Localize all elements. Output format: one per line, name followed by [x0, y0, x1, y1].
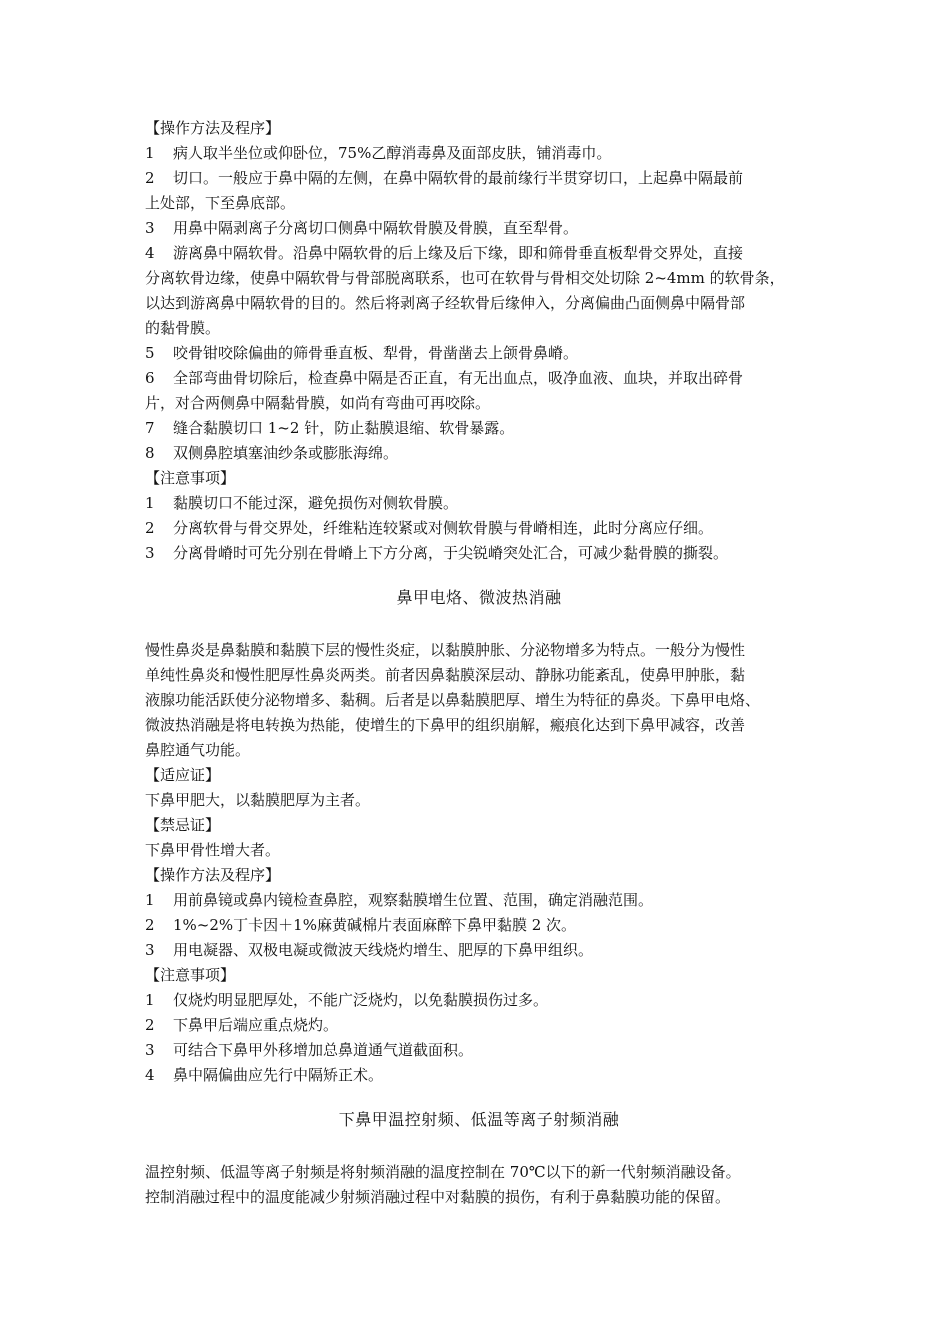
paragraph-line: 控制消融过程中的温度能减少射频消融过程中对黏膜的损伤，有利于鼻黏膜功能的保留。: [145, 1188, 731, 1206]
item-text: 鼻中隔偏曲应先行中隔矫正术。: [173, 1066, 384, 1084]
list-item: [145, 441, 813, 466]
list-item: [145, 416, 813, 441]
item-text: 分离骨嵴时可先分别在骨嵴上下方分离，于尖锐嵴突处汇合，可减少黏骨膜的撕裂。: [173, 544, 729, 562]
paragraph-line: 慢性鼻炎是鼻黏膜和黏膜下层的慢性炎症，以黏膜肿胀、分泌物增多为特点。一般分为慢性: [145, 641, 746, 659]
item-number: 3: [145, 941, 155, 959]
list-item: [145, 166, 813, 216]
list-item: [145, 141, 813, 166]
list-item: [145, 241, 813, 341]
item-text: 切口。一般应于鼻中隔的左侧，在鼻中隔软骨的最前缘行半贯穿切口，上起鼻中隔最前: [173, 169, 744, 187]
item-text: 以达到游离鼻中隔软骨的目的。然后将剥离子经软骨后缘伸入，分离偏曲凸面侧鼻中隔骨部: [145, 294, 746, 312]
item-number: 3: [145, 1041, 155, 1059]
intro-paragraph: [145, 638, 813, 763]
item-text: 咬骨钳咬除偏曲的筛骨垂直板、犁骨，骨凿凿去上颌骨鼻嵴。: [173, 344, 579, 362]
section-title: 下鼻甲温控射频、低温等离子射频消融: [338, 1109, 620, 1129]
item-text: 游离鼻中隔软骨。沿鼻中隔软骨的后上缘及后下缘，即和筛骨垂直板犁骨交界处，直接: [173, 244, 744, 262]
section-heading-operation: 【操作方法及程序】: [145, 866, 281, 884]
paragraph-line: 单纯性鼻炎和慢性肥厚性鼻炎两类。前者因鼻黏膜深层动、静脉功能紊乱，使鼻甲肿胀，黏: [145, 666, 746, 684]
list-item: [145, 341, 813, 366]
list-item: [145, 1063, 813, 1088]
item-text: 用电凝器、双极电凝或微波天线烧灼增生、肥厚的下鼻甲组织。: [173, 941, 594, 959]
paragraph-line: 液腺功能活跃使分泌物增多、黏稠。后者是以鼻黏膜肥厚、增生为特征的鼻炎。下鼻甲电烙、: [145, 691, 761, 709]
item-text: 全部弯曲骨切除后，检查鼻中隔是否正直，有无出血点，吸净血液、血块，并取出碎骨: [173, 369, 744, 387]
item-number: 6: [145, 369, 155, 387]
section-heading-notes: 【注意事项】: [145, 966, 236, 984]
item-text: 分离软骨与骨交界处，纤维粘连较紧或对侧软骨膜与骨嵴相连，此时分离应仔细。: [173, 519, 714, 537]
list-item: [145, 491, 813, 516]
list-item: [145, 516, 813, 541]
list-item: [145, 913, 813, 938]
section-heading-contraindications: 【禁忌证】: [145, 816, 221, 834]
paragraph-line: 鼻腔通气功能。: [145, 741, 251, 759]
list-item: [145, 1038, 813, 1063]
item-number: 5: [145, 344, 155, 362]
item-text: 仅烧灼明显肥厚处，不能广泛烧灼，以免黏膜损伤过多。: [173, 991, 549, 1009]
item-number: 3: [145, 544, 155, 562]
item-text: 用前鼻镜或鼻内镜检查鼻腔，观察黏膜增生位置、范围，确定消融范围。: [173, 891, 654, 909]
list-item: [145, 541, 813, 566]
item-number: 1: [145, 144, 155, 162]
item-text: 双侧鼻腔填塞油纱条或膨胀海绵。: [173, 444, 399, 462]
item-number: 2: [145, 519, 155, 537]
item-number: 1: [145, 891, 155, 909]
section-title: 鼻甲电烙、微波热消融: [396, 587, 562, 607]
section-title-wrap: [145, 1088, 813, 1148]
section-heading-operation: 【操作方法及程序】: [145, 119, 281, 137]
contraindications-text: 下鼻甲骨性增大者。: [145, 841, 281, 859]
section-title-wrap: [145, 566, 813, 626]
item-number: 1: [145, 991, 155, 1009]
item-number: 1: [145, 494, 155, 512]
item-text: 上处部，下至鼻底部。: [145, 194, 296, 212]
item-number: 3: [145, 219, 155, 237]
item-number: 4: [145, 1066, 155, 1084]
item-text: 片，对合两侧鼻中隔黏骨膜，如尚有弯曲可再咬除。: [145, 394, 491, 412]
section-heading-notes: 【注意事项】: [145, 469, 236, 487]
item-text: 病人取半坐位或仰卧位，75%乙醇消毒鼻及面部皮肤，铺消毒巾。: [173, 144, 612, 162]
spacer: [145, 1148, 813, 1160]
item-text: 下鼻甲后端应重点烧灼。: [173, 1016, 339, 1034]
list-item: [145, 938, 813, 963]
indications-text: 下鼻甲肥大，以黏膜肥厚为主者。: [145, 791, 371, 809]
item-number: 7: [145, 419, 155, 437]
item-number: 2: [145, 169, 155, 187]
item-number: 2: [145, 1016, 155, 1034]
list-item: [145, 366, 813, 416]
item-number: 4: [145, 244, 155, 262]
spacer: [145, 626, 813, 638]
list-item: [145, 888, 813, 913]
item-text: 可结合下鼻甲外移增加总鼻道通气道截面积。: [173, 1041, 474, 1059]
item-number: 8: [145, 444, 155, 462]
document-body: [145, 116, 813, 1210]
list-item: [145, 216, 813, 241]
section-heading-indications: 【适应证】: [145, 766, 221, 784]
item-text: 缝合黏膜切口 1~2 针，防止黏膜退缩、软骨暴露。: [173, 419, 515, 437]
item-text: 分离软骨边缘，使鼻中隔软骨与骨部脱离联系，也可在软骨与骨相交处切除 2~4mm 的软骨条，: [145, 269, 785, 287]
list-item: [145, 1013, 813, 1038]
item-number: 2: [145, 916, 155, 934]
paragraph-line: 微波热消融是将电转换为热能，使增生的下鼻甲的组织崩解，瘢痕化达到下鼻甲减容，改善: [145, 716, 746, 734]
item-text: 的黏骨膜。: [145, 319, 221, 337]
item-text: 1%~2%丁卡因＋1%麻黄碱棉片表面麻醉下鼻甲黏膜 2 次。: [173, 916, 577, 934]
item-text: 用鼻中隔剥离子分离切口侧鼻中隔软骨膜及骨膜，直至犁骨。: [173, 219, 579, 237]
list-item: [145, 988, 813, 1013]
paragraph-line: 温控射频、低温等离子射频是将射频消融的温度控制在 70℃以下的新一代射频消融设备。: [145, 1163, 741, 1181]
intro-paragraph: [145, 1160, 813, 1210]
item-text: 黏膜切口不能过深，避免损伤对侧软骨膜。: [173, 494, 459, 512]
